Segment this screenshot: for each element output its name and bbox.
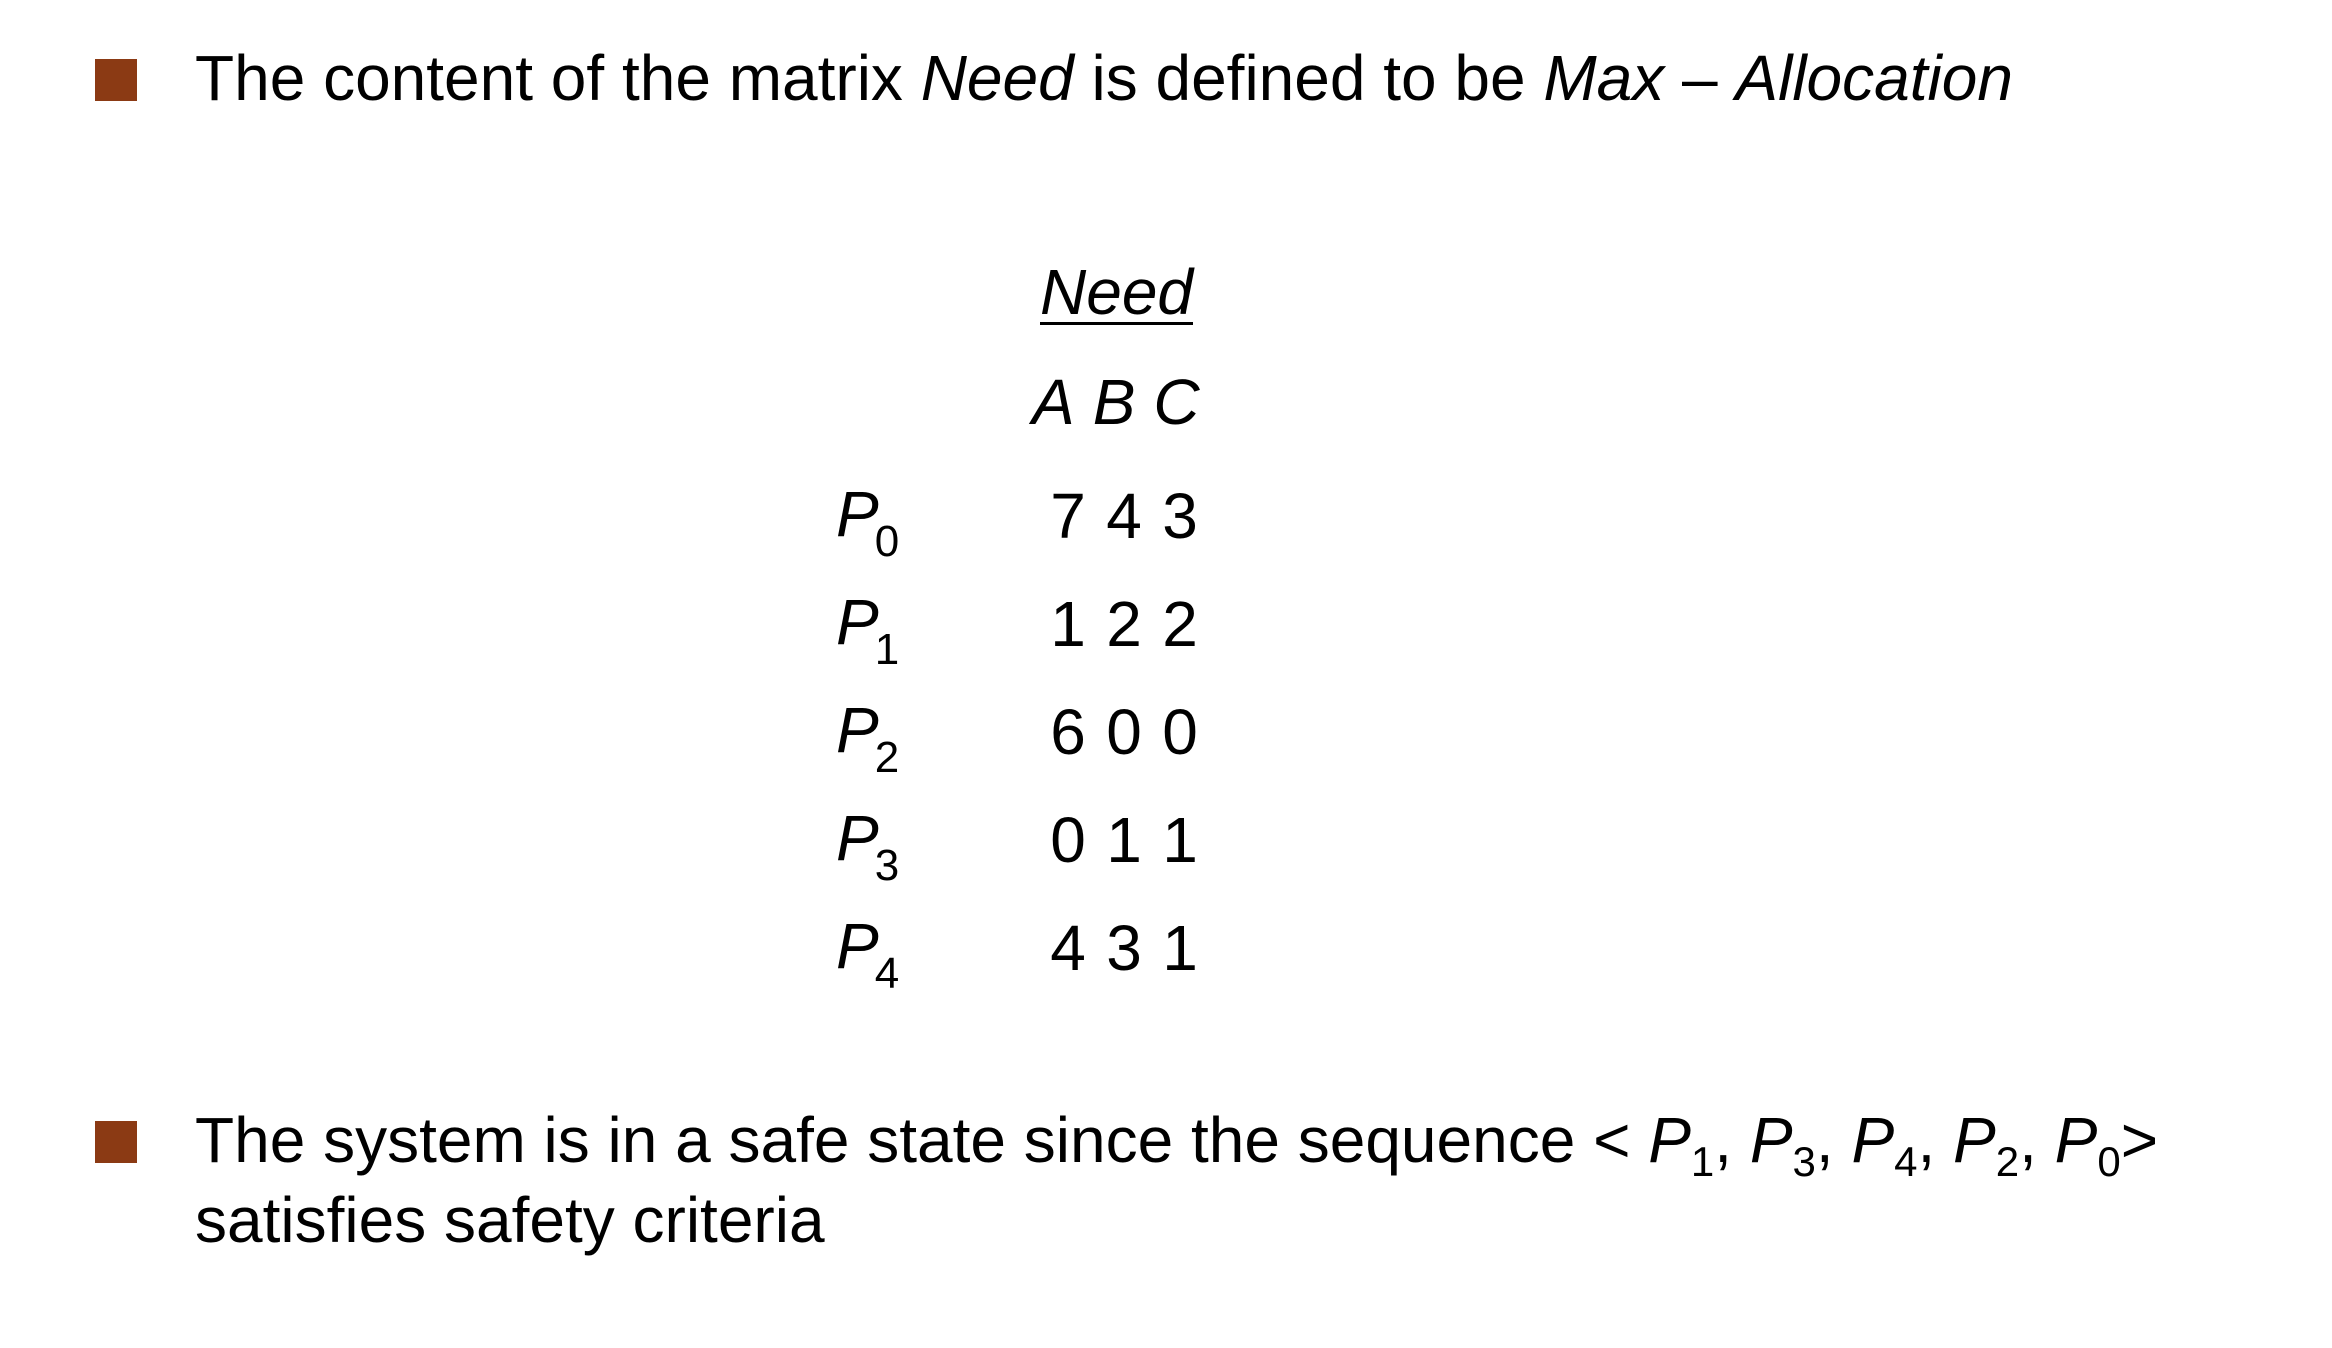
process-label: $P_1$ (836, 586, 900, 674)
process-label: $P_0$ (836, 478, 900, 566)
need-row (1042, 908, 1210, 988)
bullet-square-icon (95, 1121, 137, 1163)
need-value: 2 (1162, 588, 1198, 660)
sequence-item: $P_1$, (1648, 1104, 1750, 1185)
process-label: $P_4$ (836, 910, 900, 998)
need-value: 1 (1162, 804, 1198, 876)
column-header: C (1153, 366, 1200, 438)
max-term: Max (1543, 42, 1665, 114)
definition-text-middle: is defined to be (1073, 42, 1544, 114)
need-definition-text (195, 38, 2013, 118)
need-value: 0 (1050, 804, 1086, 876)
need-value: 4 (1106, 480, 1142, 552)
need-value: 2 (1106, 588, 1142, 660)
sequence-item: $P_0>$ (2054, 1104, 2159, 1185)
definition-text-start: The content of the matrix (195, 42, 921, 114)
need-row (1042, 800, 1210, 880)
safe-state-text-line2: satisfies safety criteria (195, 1184, 825, 1256)
minus-sign: – (1664, 42, 1736, 114)
need-table-title: Need (1040, 256, 1193, 328)
sequence-item: $P_4$, (1851, 1104, 1954, 1185)
need-value: 3 (1162, 480, 1198, 552)
allocation-term: Allocation (1735, 42, 2013, 114)
sequence-item: $P_3$, (1749, 1104, 1852, 1185)
column-header: A (1032, 366, 1075, 438)
process-label: $P_3$ (836, 802, 900, 890)
bullet-square-icon (95, 59, 137, 101)
need-value: 1 (1050, 588, 1086, 660)
safe-state-text-start: The system is in a safe state since the sequence < (195, 1104, 1649, 1176)
need-value: 1 (1162, 912, 1198, 984)
sequence-item: $P_2$, (1953, 1104, 2055, 1185)
need-value: 3 (1106, 912, 1142, 984)
need-table-columns (1032, 362, 1200, 442)
need-value: 7 (1050, 480, 1086, 552)
column-header: B (1092, 366, 1136, 438)
need-term: Need (920, 42, 1074, 114)
need-value: 0 (1106, 696, 1142, 768)
need-value: 6 (1050, 696, 1086, 768)
process-label: $P_2$ (836, 694, 900, 782)
need-value: 4 (1050, 912, 1086, 984)
need-row (1042, 584, 1210, 664)
need-value: 1 (1106, 804, 1142, 876)
need-row (1042, 476, 1210, 556)
safe-state-text (195, 1100, 2159, 1185)
need-row (1042, 692, 1210, 772)
need-value: 0 (1162, 696, 1198, 768)
